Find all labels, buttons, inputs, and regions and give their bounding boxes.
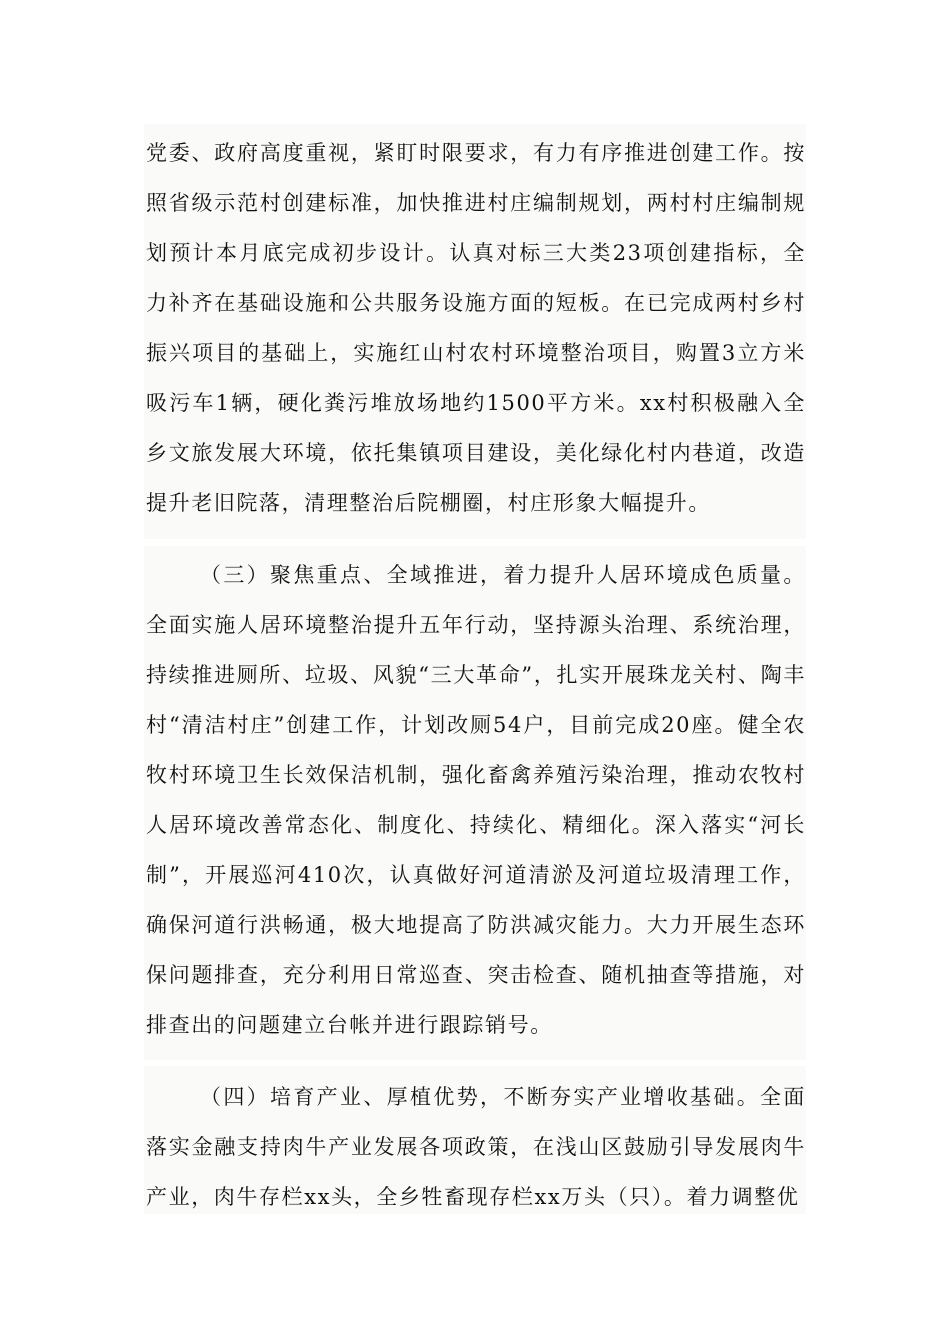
paragraph-gap [146,528,806,550]
document-body [146,128,806,1222]
paragraph-living-environment: （三）聚焦重点、全域推进，着力提升人居环境成色质量。全面实施人居环境整治提升五年行动，坚持源头治理、系统治理，持续推进厕所、垃圾、风貌“三大革命”，扎实开展珠龙关村、陶丰村“清洁村庄”创建工作，计划改厕54户，目前完成20座。健全农牧村环境卫生长效保洁机制，强化畜禽养殖污染治理，推动农牧村人居环境改善常态化、制度化、持续化、精细化。深入落实“河长制”，开展巡河410次，认真做好河道清淤及河道垃圾清理工作，确保河道行洪畅通，极大地提高了防洪减灾能力。大力开展生态环保问题排查，充分利用日常巡查、突击检查、随机抽查等措施，对排查出的问题建立台帐并进行跟踪销号。 [146,563,806,1037]
paragraph-gap [146,1050,806,1072]
paragraph-creation-work: 党委、政府高度重视，紧盯时限要求，有力有序推进创建工作。按照省级示范村创建标准，加快推进村庄编制规划，两村村庄编制规划预计本月底完成初步设计。认真对标三大类23项创建指标，全力补齐在基础设施和公共服务设施方面的短板。在已完成两村乡村振兴项目的基础上，实施红山村农村环境整治项目，购置3立方米吸污车1辆，硬化粪污堆放场地约1500平方米。xx村积极融入全乡文旅发展大环境，依托集镇项目建设，美化绿化村内巷道，改造提升老旧院落，清理整治后院棚圈，村庄形象大幅提升。 [146,141,806,515]
paragraph-industry-development: （四）培育产业、厚植优势，不断夯实产业增收基础。全面落实金融支持肉牛产业发展各项政策，在浅山区鼓励引导发展肉牛产业，肉牛存栏xx头，全乡牲畜现存栏xx万头（只）。着力调整优 [146,1085,806,1209]
